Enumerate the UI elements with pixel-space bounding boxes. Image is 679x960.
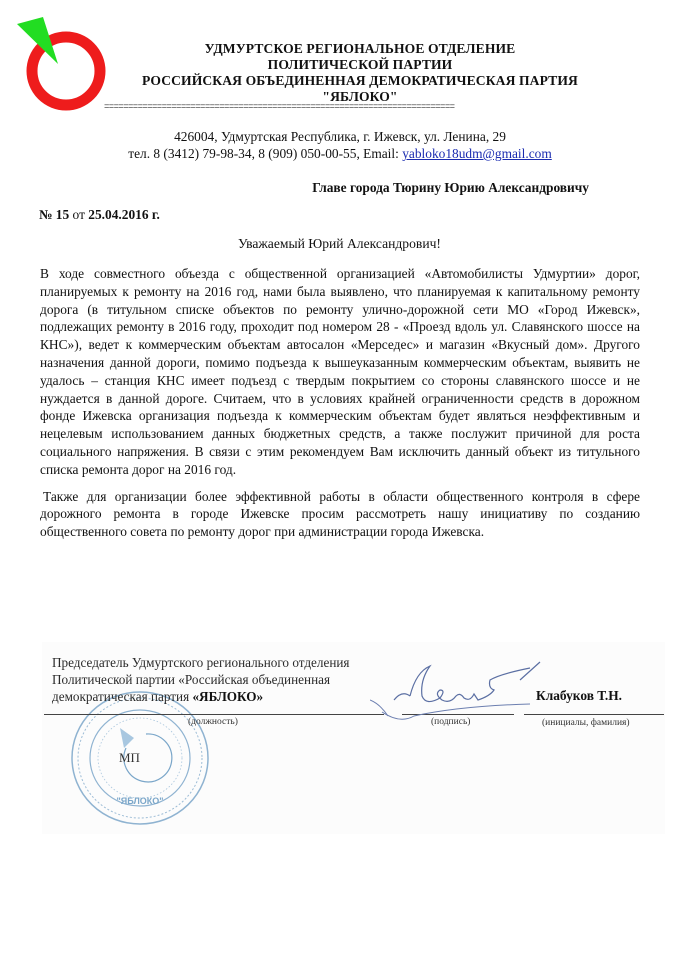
ref-num: № 15 — [39, 207, 70, 222]
header-line-4: "ЯБЛОКО" — [322, 89, 398, 104]
reference-number — [39, 207, 160, 223]
organization-header — [110, 41, 610, 105]
address: 426004, Удмуртская Республика, г. Ижевск, ул. Ленина, 29 — [174, 129, 506, 144]
body-paragraph-2: Также для организации более эффективной работы в области общественного контроля в сфере дорожного ремонта в городе Ижевске просим рассмотреть нашу инициативу по созданию общественного совета по ремонту дорог при администрации города Ижевска. — [40, 488, 640, 540]
caption-position: (должность) — [188, 717, 238, 727]
header-separator: ========================================================================= — [104, 102, 455, 112]
header-line-3: РОССИЙСКАЯ ОБЪЕДИНЕННАЯ ДЕМОКРАТИЧЕСКАЯ ПАРТИЯ — [142, 73, 578, 88]
header-line-2: ПОЛИТИЧЕСКОЙ ПАРТИИ — [267, 57, 453, 72]
header-line-1: УДМУРТСКОЕ РЕГИОНАЛЬНОЕ ОТДЕЛЕНИЕ — [204, 41, 516, 56]
position-line-2: Политической партии «Российская объединенная — [52, 672, 331, 687]
salutation: Уважаемый Юрий Александрович! — [238, 236, 441, 251]
signer-name: Клабуков Т.Н. — [536, 688, 622, 703]
stamp-icon — [68, 688, 213, 828]
body-paragraph-1: В ходе совместного объезда с общественной организацией «Автомобилисты Удмуртии» дорог, планируемых к ремонту на 2016 год, нами была выявлено, что планируемая к капитальному ремонту дорога (в титульном списке объектов по ремонту улично-дорожной сети МО «Город Ижевск», подлежащих ремонту в 2016 году, проходит под номером 28 - «Проезд вдоль ул. Славянского шоссе на КНС»), ведет к коммерческим объектам автосалон «Мерседес» и магазин «Вкусный дом». Другого назначения данной дороги, помимо подъезда к вышеуказанным коммерческим объектам, выявить не удалось – станция КНС имеет подъезд с твердым покрытием со стороны славянского шоссе и не нуждается в данной дороге. Считаем, что в условиях крайней ограниченности средств в дорожном фонде Ижевска организация подъезда к коммерческим объектам будет являться неэффективным и нецелевым использованием данных бюджетных средств, а также послужит причиной для роста социального напряжения. В связи с этим рекомендуем Вам исключить данный объект из титульного списка ремонта дорог на 2016 год. — [40, 266, 640, 477]
addressee: Главе города Тюрину Юрию Александровичу — [312, 180, 589, 195]
phone-numbers: тел. 8 (3412) 79-98-34, 8 (909) 050-00-55, Email: — [128, 146, 403, 161]
stamp-label: МП — [119, 750, 140, 765]
signer-position — [52, 654, 350, 705]
party-name: «ЯБЛОКО» — [192, 689, 264, 704]
ref-ot: от — [69, 207, 89, 222]
email-link[interactable]: yabloko18udm@gmail.com — [402, 146, 552, 161]
contacts-block — [100, 128, 580, 162]
position-line-3: демократическая партия «ЯБЛОКО» — [52, 689, 264, 704]
position-underline — [44, 714, 384, 715]
caption-name: (инициалы, фамилия) — [542, 718, 630, 728]
caption-signature: (подпись) — [431, 717, 471, 727]
letter-body — [40, 265, 640, 541]
phone-email-line — [100, 145, 580, 162]
svg-text:"ЯБЛОКО": "ЯБЛОКО" — [116, 796, 164, 806]
yabloko-logo-icon — [14, 14, 114, 114]
handwritten-signature-icon — [370, 660, 580, 720]
position-line-1: Председатель Удмуртского регионального отделения — [52, 655, 350, 670]
ref-date: 25.04.2016 г. — [88, 207, 160, 222]
